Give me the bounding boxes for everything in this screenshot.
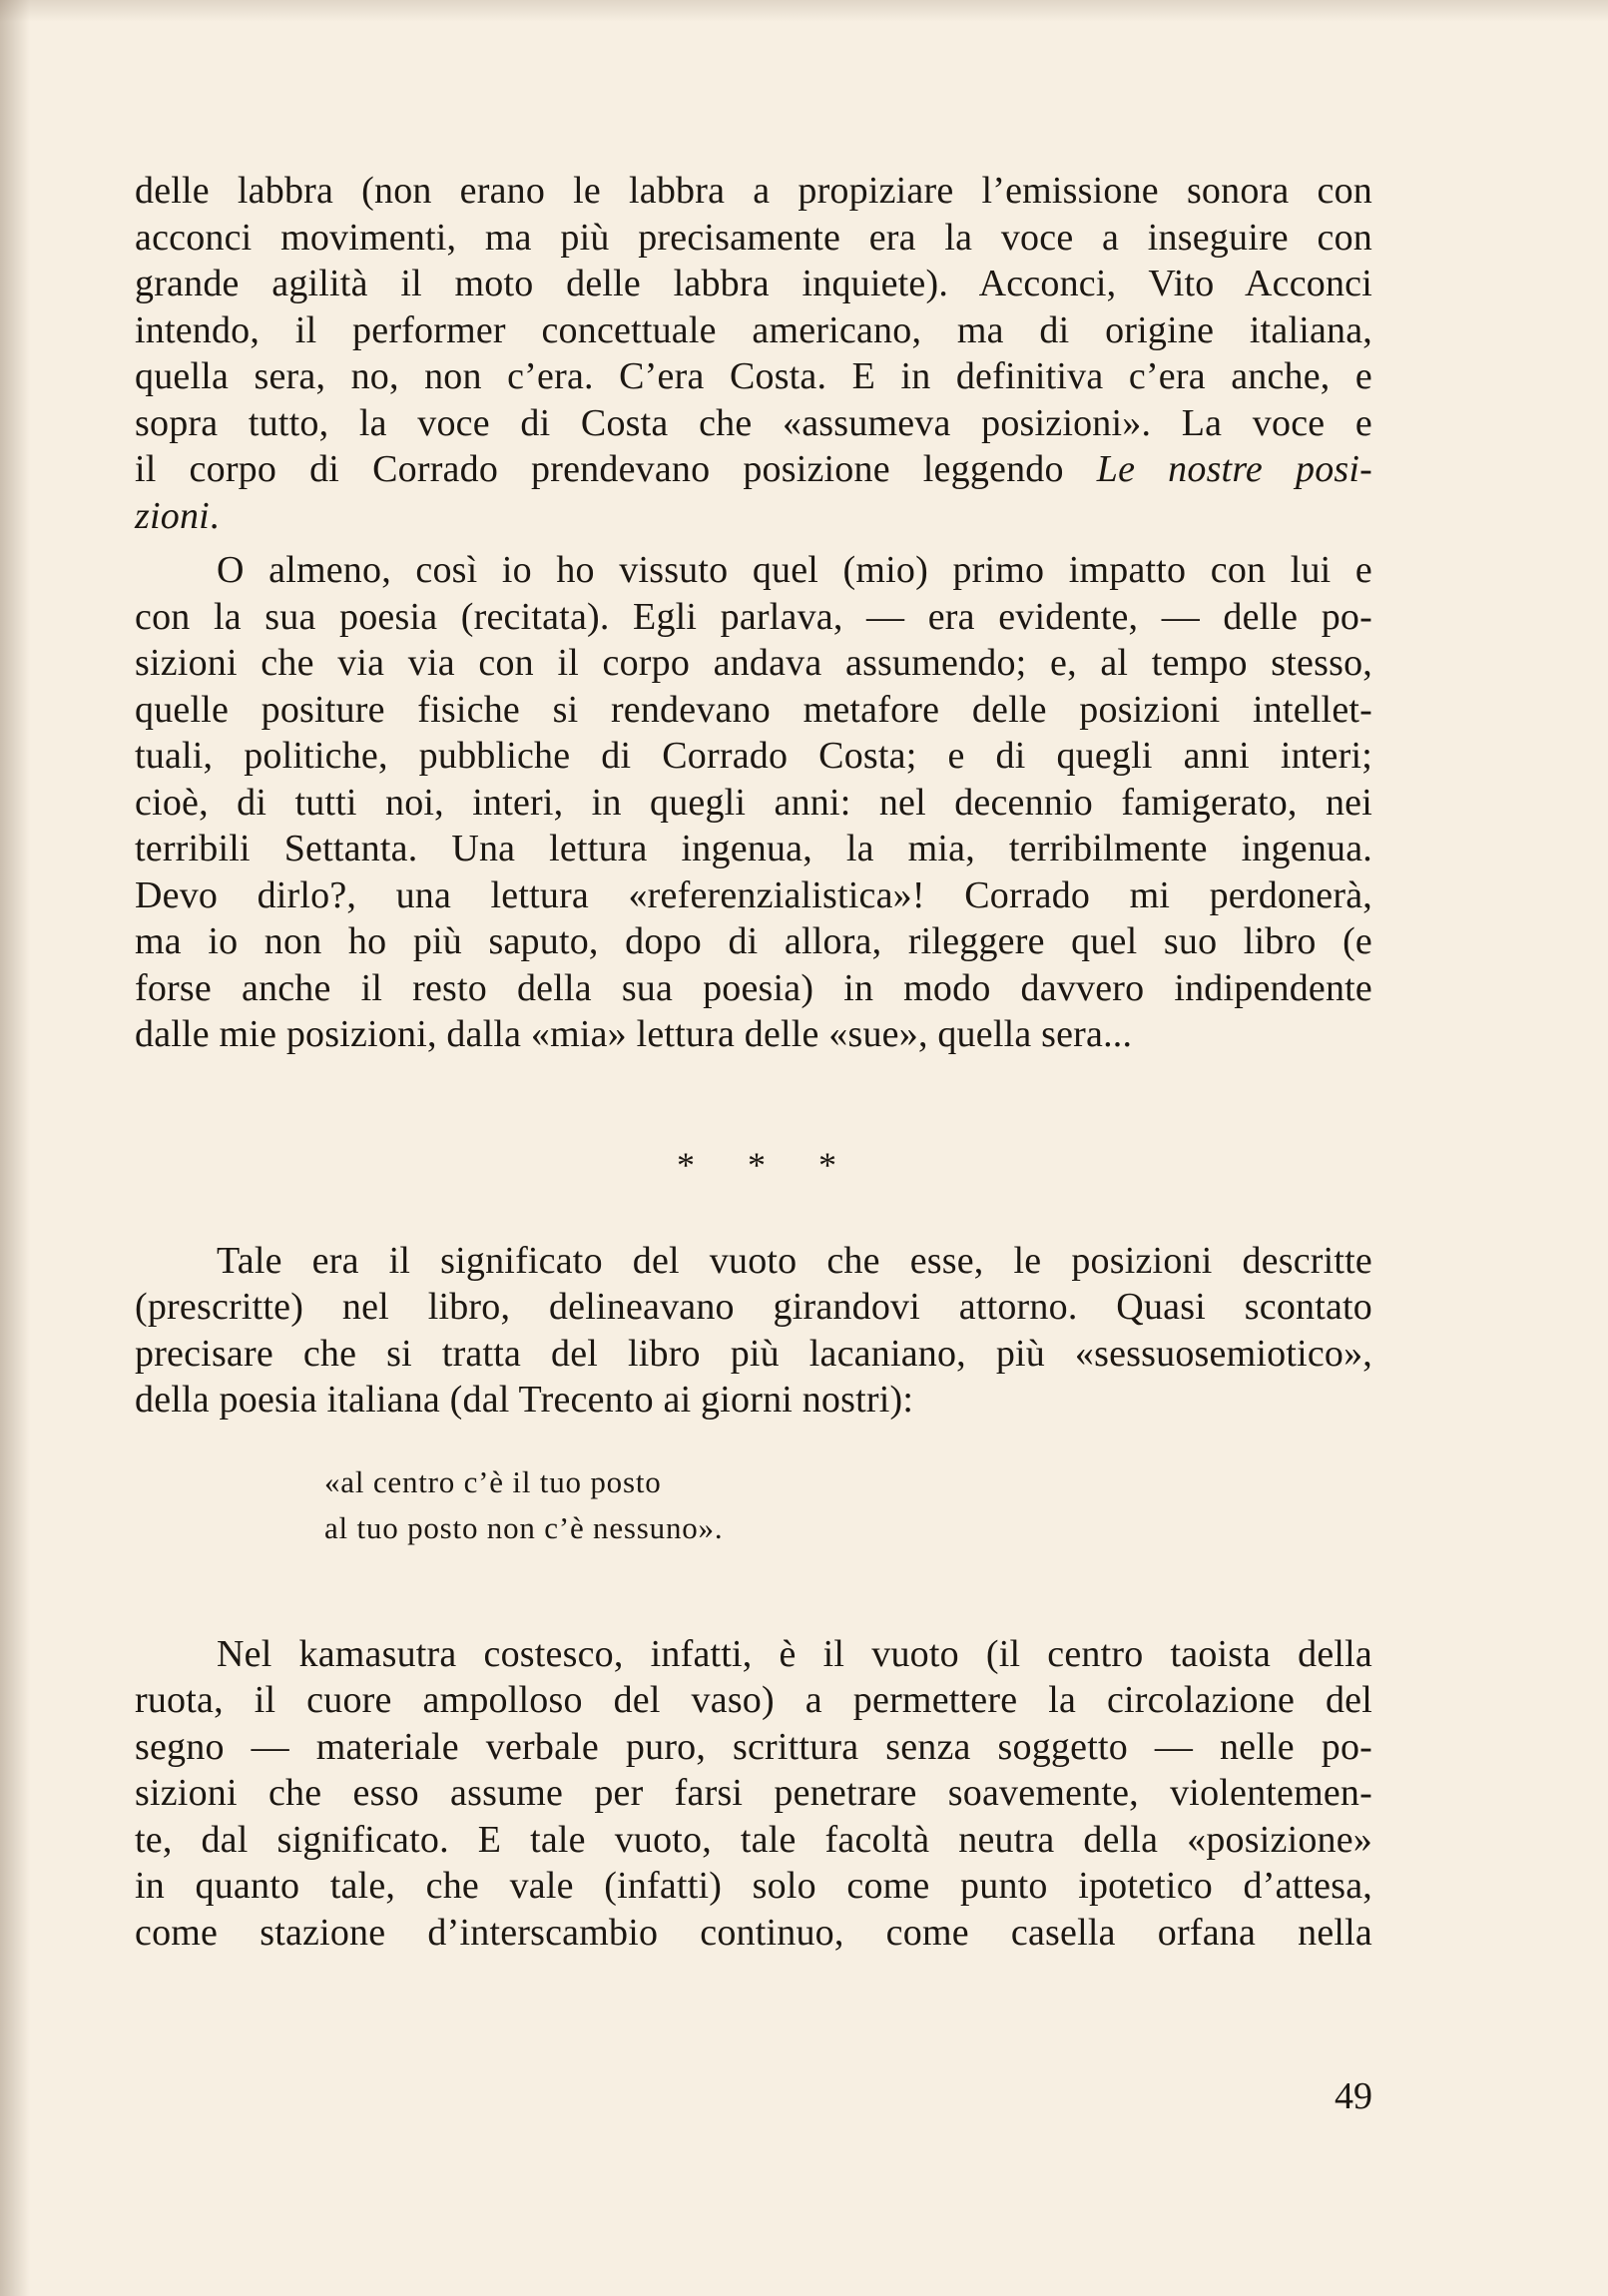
text-line [135, 446, 1372, 493]
verse-line: al tuo posto non c’è nessuno». [324, 1509, 724, 1545]
text-line: sopra tutto, la voce di Costa che «assumeva posizioni». La voce e [135, 401, 1372, 444]
text-line: (prescritte) nel libro, delineavano girandovi attorno. Quasi scontato [135, 1286, 1372, 1328]
text-line: tuali, politiche, pubbliche di Corrado Costa; e di quegli anni interi; [135, 735, 1372, 777]
verse-line: «al centro c’è il tuo posto [324, 1463, 662, 1499]
paragraph-3 [135, 1238, 1372, 1424]
page-gutter-shadow [0, 0, 30, 2296]
text-line: acconci movimenti, ma più precisamente era la voce a inseguire con [135, 216, 1372, 259]
text-line: te, dal significato. E tale vuoto, tale facoltà neutra della «posizione» [135, 1818, 1372, 1861]
text-line: sizioni che via via con il corpo andava assumendo; e, al tempo stesso, [135, 642, 1372, 684]
page-top-shadow [0, 0, 1608, 22]
page-number: 49 [1335, 2075, 1372, 2117]
text-line: della poesia italiana (dal Trecento ai giorni nostri): [135, 1379, 914, 1421]
text-line: intendo, il performer concettuale americano, ma di origine italiana, [135, 308, 1372, 351]
text-line: quella sera, no, non c’era. C’era Costa. E in definitiva c’era anche, e [135, 355, 1372, 397]
text-line: Nel kamasutra costesco, infatti, è il vuoto (il centro taoista della [217, 1632, 1372, 1675]
text-run: . [209, 494, 220, 537]
section-separator: * * * [677, 1144, 858, 1185]
text-line: ma io non ho più saputo, dopo di allora, rileggere quel suo libro (e [135, 920, 1372, 962]
text-line: con la sua poesia (recitata). Egli parlava, — era evidente, — delle po- [135, 595, 1372, 638]
text-line: in quanto tale, che vale (infatti) solo come punto ipotetico d’attesa, [135, 1865, 1372, 1907]
text-line: segno — materiale verbale puro, scrittura senza soggetto — nelle po- [135, 1725, 1372, 1768]
text-run: il corpo di Corrado prendevano posizione leggendo [135, 448, 1097, 490]
text-line [135, 493, 1372, 540]
book-title-italic: zioni [135, 494, 210, 537]
text-line: forse anche il resto della sua poesia) in modo davvero indipendente [135, 966, 1372, 1009]
text-line: quelle positure fisiche si rendevano metafore delle posizioni intellet- [135, 688, 1372, 731]
text-line: terribili Settanta. Una lettura ingenua, la mia, terribilmente ingenua. [135, 828, 1372, 869]
text-line: precisare che si tratta del libro più lacaniano, più «sessuosemiotico», [135, 1332, 1372, 1375]
text-line: sizioni che esso assume per farsi penetrare soavemente, violentemen- [135, 1772, 1372, 1814]
paragraph-2 [135, 547, 1372, 1058]
text-line: O almeno, così io ho vissuto quel (mio) primo impatto con lui e [217, 549, 1372, 591]
text-line: come stazione d’interscambio continuo, come casella orfana nella [135, 1911, 1372, 1954]
text-line: cioè, di tutti noi, interi, in quegli anni: nel decennio famigerato, nei [135, 781, 1372, 824]
verse-quote [324, 1459, 1372, 1551]
paragraph-4 [135, 1631, 1372, 1957]
text-line: delle labbra (non erano le labbra a propiziare l’emissione sonora con [135, 170, 1372, 212]
paragraph-1 [135, 168, 1372, 539]
book-title-italic: Le nostre posi- [1096, 448, 1372, 490]
book-page [135, 168, 1372, 1956]
text-line: Devo dirlo?, una lettura «referenzialistica»! Corrado mi perdonerà, [135, 873, 1372, 916]
text-line: dalle mie posizioni, dalla «mia» lettura delle «sue», quella sera... [135, 1013, 1133, 1055]
text-line: ruota, il cuore ampolloso del vaso) a permettere la circolazione del [135, 1679, 1372, 1721]
text-line: grande agilità il moto delle labbra inquiete). Acconci, Vito Acconci [135, 263, 1372, 304]
text-line: Tale era il significato del vuoto che esse, le posizioni descritte [217, 1239, 1372, 1282]
